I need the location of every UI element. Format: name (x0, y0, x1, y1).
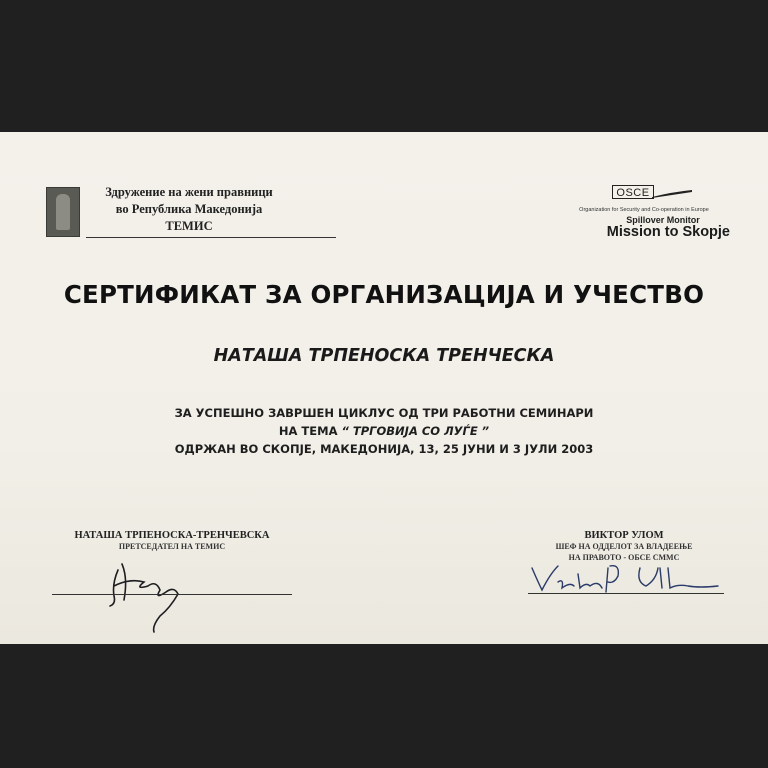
signatory-right (524, 530, 724, 563)
osce-mission: Mission to Skopje (606, 224, 730, 240)
issuer-osce-header (556, 182, 730, 244)
themis-emblem-icon (46, 187, 80, 237)
signatory-left-role: ПРЕТСЕДАТЕЛ НА ТЕМИС (118, 542, 226, 551)
issuer-themis-underline (86, 237, 336, 238)
signatory-left-name: НАТАША ТРПЕНОСКА-ТРЕНЧЕВСКА (74, 530, 270, 541)
issuer-themis-line2: во Република Македонија (115, 202, 263, 216)
osce-full-name: Organization for Security and Co-operation in Europe (579, 207, 709, 213)
signatory-right-name: ВИКТОР УЛОМ (584, 530, 664, 541)
signatory-right-role-line2: НА ПРАВОТО - ОБСЕ СММС (568, 553, 680, 562)
signature-right-icon (528, 560, 724, 600)
certificate-title: СЕРТИФИКАТ ЗА ОРГАНИЗАЦИЈА И УЧЕСТВО (63, 280, 705, 309)
issuer-themis-header (46, 184, 292, 240)
osce-spillover: Spillover Monitor (626, 215, 700, 225)
certificate-body-line2 (0, 424, 768, 438)
signature-left-line (52, 594, 292, 595)
issuer-themis-line3: ТЕМИС (165, 219, 213, 233)
topic-title: “ ТРГОВИЈА СО ЛУЃЕ ” (341, 424, 490, 438)
issuer-themis-line1: Здружение на жени правници (105, 185, 273, 199)
osce-swoosh-icon (652, 190, 692, 198)
recipient-name: НАТАША ТРПЕНОСКА ТРЕНЧЕСКА (213, 346, 555, 366)
issuer-themis-text (86, 184, 292, 235)
certificate-body-line1: ЗА УСПЕШНО ЗАВРШЕН ЦИКЛУС ОД ТРИ РАБОТНИ СЕМИНАРИ (174, 406, 594, 420)
topic-prefix: НА ТЕМА (278, 424, 338, 438)
osce-logo-icon: OSCE (612, 185, 654, 199)
signature-right-line (528, 593, 724, 594)
signatory-right-role-line1: ШЕФ НА ОДДЕЛОТ ЗА ВЛАДЕЕЊЕ (555, 542, 693, 551)
signatory-left (52, 530, 292, 552)
signature-left-icon (104, 556, 190, 634)
certificate-body-line3: ОДРЖАН ВО СКОПЈЕ, МАКЕДОНИЈА, 13, 25 ЈУНИ И 3 ЈУЛИ 2003 (174, 442, 594, 456)
